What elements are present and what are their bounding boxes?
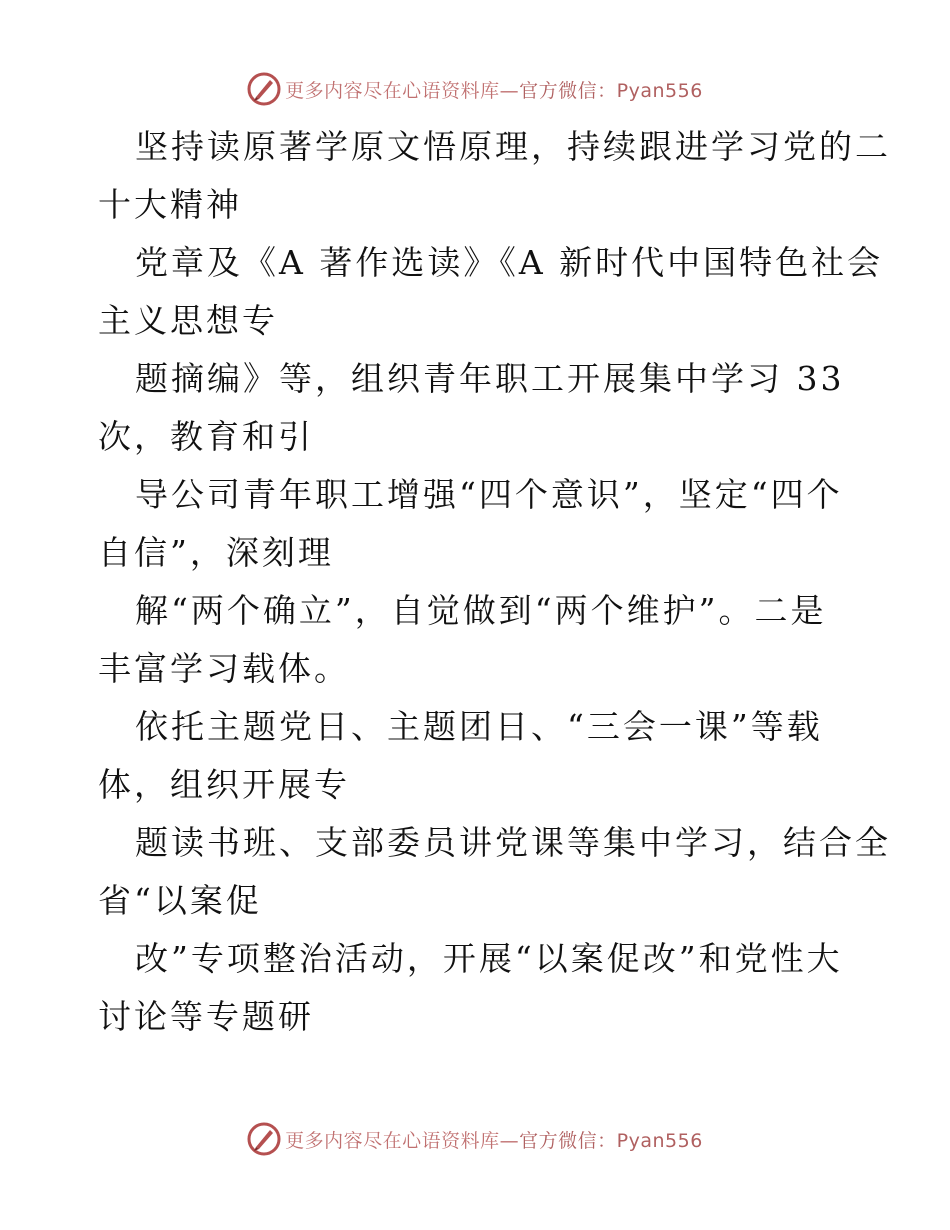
quill-logo-icon bbox=[247, 1122, 281, 1156]
text-line: 省“以案促 bbox=[98, 881, 262, 920]
text-line: 导公司青年职工增强“四个意识”，坚定“四个 bbox=[135, 475, 843, 514]
watermark-header bbox=[0, 72, 950, 106]
text-line: 丰富学习载体。 bbox=[98, 649, 350, 688]
watermark-text: 更多内容尽在心语资料库—官方微信：Pyan556 bbox=[285, 1129, 703, 1152]
text-line: 主义思想专 bbox=[98, 301, 278, 340]
watermark-text: 更多内容尽在心语资料库—官方微信：Pyan556 bbox=[285, 79, 703, 102]
text-line: 自信”，深刻理 bbox=[98, 533, 334, 572]
text-line: 十大精神 bbox=[98, 185, 242, 224]
text-line: 依托主题党日、主题团日、“三会一课”等载 bbox=[135, 707, 823, 746]
text-line: 题摘编》等，组织青年职工开展集中学习 33 bbox=[135, 359, 845, 398]
watermark-footer bbox=[0, 1122, 950, 1156]
text-line: 坚持读原著学原文悟原理，持续跟进学习党的二 bbox=[135, 127, 891, 166]
text-line: 题读书班、支部委员讲党课等集中学习，结合全 bbox=[135, 823, 891, 862]
quill-logo-icon bbox=[247, 72, 281, 106]
text-line: 讨论等专题研 bbox=[98, 997, 314, 1036]
text-line: 次，教育和引 bbox=[98, 417, 314, 456]
text-line: 解“两个确立”，自觉做到“两个维护”。二是 bbox=[135, 591, 827, 630]
text-line: 党章及《A 著作选读》《A 新时代中国特色社会 bbox=[135, 243, 884, 282]
text-line: 体，组织开展专 bbox=[98, 765, 350, 804]
text-line: 改”专项整治活动，开展“以案促改”和党性大 bbox=[135, 939, 843, 978]
